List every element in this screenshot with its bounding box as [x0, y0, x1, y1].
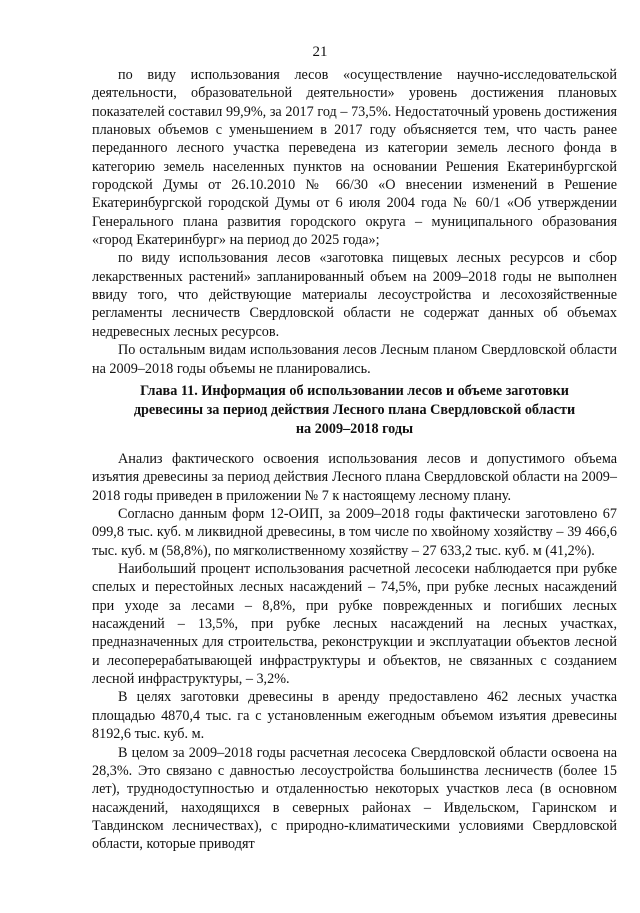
chapter-heading [92, 382, 617, 439]
paragraph: Анализ фактического освоения использования лесов и допустимого объема изъятия древесины за период действия Лесного плана Свердловской области на 2009–2018 годы приведен в приложении № 7 к настоящему лесному плану. [92, 451, 617, 504]
page-number: 21 [312, 44, 328, 60]
chapter-heading-line: на 2009–2018 годы [295, 421, 414, 437]
text-block-continuation [92, 66, 617, 378]
paragraph: по виду использования лесов «осуществление научно-исследовательской деятельности, образовательной деятельности» уровень достижения плановых показателей составил 99,9%, за 2017 год – 73,5%. Недостаточный уровень достижения плановых объемов с уменьшением в 2017 году объясняется тем, что часть ранее переданного лесного участка переведена из категории земель лесного фонда в категорию земель населенных пунктов на основании Решения Екатеринбургской городской Думы от 26.10.2010 № 66/30 «О внесении изменений в Решение Екатеринбургской городской Думы от 6 июля 2004 года № 60/1 «Об утверждении Генерального плана развития городского округа – муниципального образования «город Екатеринбург» на период до 2025 года»; [92, 67, 617, 249]
chapter-heading-line: Глава 11. Информация об использовании лесов и объеме заготовки [140, 383, 569, 399]
paragraph: Согласно данным форм 12-ОИП, за 2009–2018 годы фактически заготовлено 67 099,8 тыс. куб. м ликвидной древесины, в том числе по хвойному хозяйству – 39 466,6 тыс. куб. м (58,8%), по мягколиственному хозяйству – 27 633,2 тыс. куб. м (41,2%). [92, 506, 617, 559]
paragraph: В целом за 2009–2018 годы расчетная лесосека Свердловской области освоена на 28,3%. Это связано с давностью лесоустройства большинства лесничеств (более 15 лет), труднодоступностью и отдаленностью некоторых участков леса (в основном насаждений, находящихся в северных районах – Ивдельском, Гаринском и Тавдинском лесничествах), с природно-климатическими условиями Свердловской области, которые приводят [92, 744, 617, 853]
paragraph: Наибольший процент использования расчетной лесосеки наблюдается при рубке спелых и перестойных лесных насаждений – 74,5%, при рубке лесных насаждений при уходе за лесами – 8,8%, при рубке поврежденных и погибших лесных насаждений – 13,5%, при рубке лесных насаждений на лесных участках, предназначенных для строительства, реконструкции и эксплуатации объектов лесной и лесоперерабатывающей инфраструктуры и объектов, не связанных с созданием лесной инфраструктуры, – 3,2%. [92, 561, 617, 688]
text-block-chapter-11 [92, 450, 617, 854]
chapter-heading-line: древесины за период действия Лесного плана Свердловской области [133, 402, 576, 418]
paragraph: В целях заготовки древесины в аренду предоставлено 462 лесных участка площадью 4870,4 тыс. га с установленным ежегодным объемом изъятия древесины 8192,6 тыс. куб. м. [92, 689, 617, 743]
paragraph: по виду использования лесов «заготовка пищевых лесных ресурсов и сбор лекарственных растений» запланированный объем на 2009–2018 годы не выполнен ввиду того, что действующие материалы лесоустройства и лесохозяйственные регламенты лесничеств Свердловской области не содержат данных об объемах недревесных лесных ресурсов. [92, 250, 617, 340]
paragraph: По остальным видам использования лесов Лесным планом Свердловской области на 2009–2018 годы объемы не планировались. [92, 342, 617, 377]
